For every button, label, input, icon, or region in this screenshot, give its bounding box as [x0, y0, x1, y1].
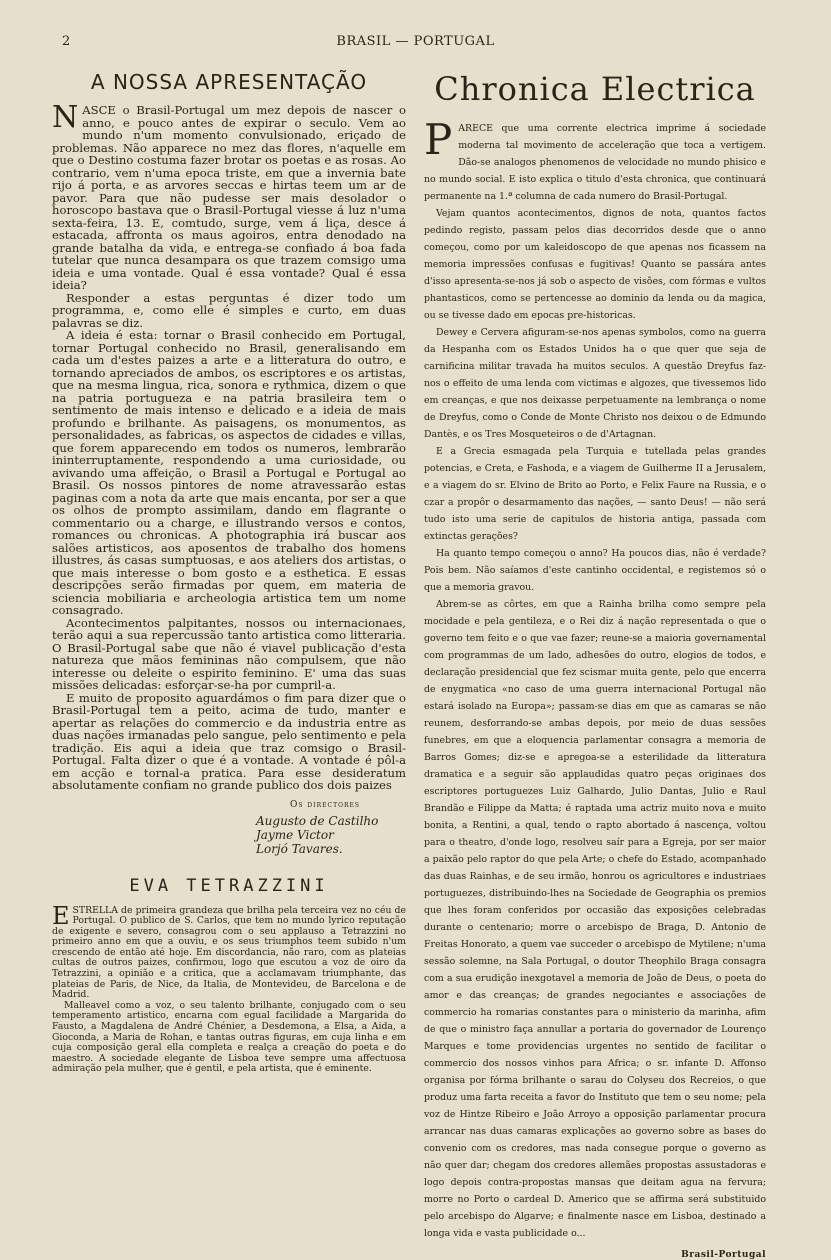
paragraph — [52, 901, 406, 1001]
signature-heading: Os directores — [290, 799, 360, 810]
right-column — [424, 66, 766, 1260]
eva-heading: EVA TETRAZZINI — [129, 875, 329, 896]
paragraph — [52, 100, 406, 292]
paragraph: Ha quanto tempo começou o anno? Ha poucos dias, não é verdade? Pois bem. Não saíamos d'este cantinho occidental, e registemos só o que a memoria gravou. — [424, 548, 766, 593]
closing-signature: Brasil-Portugal — [681, 1250, 766, 1260]
paragraph: Malleavel como a voz, o seu talento brilhante, conjugado com o seu temperamento artistico, encarna com egual facilidade a Margarida do Fausto, a Magdalena de André Chénier, a Desdemona, a Elsa, a Aida, a Gioconda, a Maria de Rohan, e tantas outras figuras, em cuja linha e em cuja composição geral ella completa e realça a creação do poeta e do maestro. A sociedade elegante de Lisboa teve sempre uma affectuosa admiração pela mulher, que é gentil, e pela artista, que é eminente. — [52, 999, 406, 1075]
paragraph-text: STRELLA de primeira grandeza que brilha pela terceira vez no céu de Portugal. O publico de S. Carlos, que tem no mundo lyrico reputação de exigente e severo, consagrou com o seu applauso a Tetrazzini no primeiro anno em que a ouviu, e os seus triumphos teem subido n'um crescendo de então até hoje. Em discordancia, não raro, com as plateias cultas de outros paizes, confirmou, logo que escutou a voz de oiro da Tetrazzini, a opinião e a critica, que a acclamavam triumphante, das plateias de Paris, de Nice, da Italia, de Montevideu, de Barcelona e de Madrid. — [52, 904, 406, 1001]
director-name: Lorjó Tavares. — [256, 841, 343, 856]
publication-title: BRASIL — PORTUGAL — [336, 34, 495, 49]
chronica-heading: Chronica Electrica — [434, 70, 756, 108]
paragraph-text: ARECE que uma corrente electrica imprime á sociedade moderna tal movimento de acceleração que toca a vertigem. Dão-se analogos phenomenos de velocidade no mundo phisico e no mundo social. E isto explica o titulo d'esta chronica, que continuará permanente na 1.ª columna de cada numero do Brasil-Portugal. — [424, 123, 766, 202]
director-name: Augusto de Castilho — [256, 813, 379, 828]
drop-cap: N — [52, 100, 79, 135]
paragraph: Abrem-se as côrtes, em que a Rainha brilha como sempre pela mocidade e pela gentileza, e o Rei diz á nação representada o que o governo tem feito e o que vae fazer; reune-se a maioria governamental com programmas de um lado, adhesões do outro, elogios de todos, e declaração presidencial que fez scismar muita gente, pelo que encerra de enygmatica «no caso de uma guerra internacional Portugal não estará isolado na Europa»; passam-se dias em que as camaras se não reunem, desforrando-se ambas depois, por meio de duas sessões funebres, em que a eloquencia parlamentar consagra a memoria de Barros Gomes; diz-se e apregoa-se a esterilidade da litteratura dramatica e a seguir são applaudidas quatro peças originaes dos escriptores portuguezes Luiz Galhardo, Julio Dantas, Julio e Raul Brandão e Filippe da Matta; é raptada uma actriz muito nova e muito bonita, a Rentini, a qual, tendo o rapto abortado á nascença, voltou para o theatro, d'onde logo, resolveu saír para a Egreja, por ser maior a paixão pelo raptor do que pela Arte; o chefe do Estado, acompanhado das duas Rainhas, e de seu irmão, honrou os agricultores e industriaes portuguezes, distribuindo-lhes na Sociedade de Geographia os premios que lhes foram conferidos por occasião das exposições celebradas durante o centenario; morre o arcebispo de Braga, D. Antonio de Freitas Honorato, a quem vae succeder o arcebispo de Mytilene; n'uma sessão solemne, na Sala Portugal, o doutor Theophilo Braga consagra com a sua erudição inexgotavel a memoria de João de Deus, o poeta do amor e das creanças; de grandes negociantes e associações de commercio ha romarias constantes para o ministerio da marinha, afim de que o ministro faça annullar a portaria do governador de Lourenço Marques e tome providencias urgentes no sentido de facilitar o commercio dos nossos vinhos para Africa; o sr. infante D. Affonso organisa por fórma brilhante o sarau do Colyseu dos Recreios, o que produz uma farta receita a favor do Instituto que tem o seu nome; pela voz de Hintze Ribeiro e João Arroyo a opposição parlamentar procura arrancar nas duas camaras explicações ao governo sobre as bases do convenio com os credores, mas nada consegue porque o governo as não quer dar; chegam dos credores allemães propostas assustadoras e logo depois contra-propostas mansas que deitam agua na fervura; morre no Porto o cardeal D. Americo que se affirma será substituido pelo arcebispo do Algarve; e finalmente nasce em Lisboa, destinado a longa vida e vasta publicidade o... — [424, 599, 766, 1239]
paragraph: Vejam quantos acontecimentos, dignos de nota, quantos factos pedindo registo, passam pelos dias decorridos desde que o anno começou, como por um kaleidoscopo de que apenas nos ficassem na memoria impressões confusas e fugitivas! Quanto se passára antes d'isso apresenta-se-nos já sob o aspecto de visões, com fórmas e vultos phantasticos, como se pertencesse ao dominio da lenda ou da magica, ou se tivesse dado em epocas pre-historicas. — [424, 208, 766, 321]
chronica-body — [424, 115, 766, 1242]
paragraph — [424, 115, 766, 205]
paragraph: E a Grecia esmagada pela Turquia e tutellada pelas grandes potencias, e Creta, e Fashoda, e a viagem de Guilherme II a Jerusalem, e a viagem do sr. Elvino de Brito ao Porto, e Felix Faure na Russia, e o czar a propôr o desarmamento das nações, — santo Deus! — não será tudo isto uma serie de capitulos de historia antiga, passada com extinctas gerações? — [424, 446, 766, 542]
eva-body — [52, 901, 406, 1076]
apresentacao-body — [52, 100, 406, 792]
left-column — [52, 66, 406, 1186]
page-number: 2 — [62, 34, 71, 49]
drop-cap: E — [52, 901, 70, 930]
director-name: Jayme Victor — [256, 827, 334, 842]
paragraph: Acontecimentos palpitantes, nossos ou internacionaes, terão aqui a sua repercussão tanto artistica como litteraria. O Brasil-Portugal sabe que não é viavel publicação d'esta natureza que mãos femininas não compulsem, que não interesse ou deleite o espirito feminino. E' uma das suas missões delicadas: esforçar-se-ha por cumpril-a. — [52, 615, 406, 692]
drop-cap: P — [424, 115, 453, 164]
director-names — [256, 814, 406, 856]
paragraph-text: ASCE o Brasil-Portugal um mez depois de nascer o anno, e pouco antes de expirar o seculo. Vem ao mundo n'um momento convulsionado, eriçado de problemas. Não apparece no mez das flores, n'aquelle em que o Destino costuma fazer brotar os poetas e as rosas. Ao contrario, vem n'uma epoca triste, em que a invernia bate rijo á porta, e as arvores seccas e hirtas teem um ar de pavor. Para que não pudesse ser mais desolador o horoscopo bastava que o Brasil-Portugal viesse á luz n'uma sexta-feira, 13. E, comtudo, surge, vem á liça, desce á estacada, affronta os maus agoiros, entra denodado na grande batalha da vida, e entrega-se confiado á boa fada tutelar que nunca desampara os que trazem comsigo uma ideia e uma vontade. Qual é essa vontade? Qual é essa ideia? — [52, 103, 406, 292]
paragraph: Dewey e Cervera afiguram-se-nos apenas symbolos, como na guerra da Hespanha com os Estados Unidos ha o que quer que seja de carnificina militar travada ha muitos seculos. A questão Dreyfus faz-nos o effeito de uma lenda com victimas e algozes, que tivessemos lido em creanças, e que nos deixasse perpetuamente na lembrança o nome de Dreyfus, como o Conde de Monte Christo nos deixou o de Edmundo Dantès, e os Tres Mosqueteiros o de d'Artagnan. — [424, 327, 766, 440]
running-header — [0, 34, 831, 54]
paragraph: Responder a estas perguntas é dizer todo um programma, e, como elle é simples e curto, em duas palavras se diz. — [52, 290, 406, 330]
paragraph: A ideia é esta: tornar o Brasil conhecido em Portugal, tornar Portugal conhecido no Brasil, generalisando em cada um d'estes paizes a arte e a litteratura do outro, e tornando apreciados de ambos, os escriptores e os artistas, que na mesma lingua, rica, sonora e rythmica, dizem o que na patria portugueza e na patria brasileira tem o sentimento de mais intenso e delicado e a ideia de mais profundo e brilhante. As paisagens, os monumentos, as personalidades, as fabricas, os aspectos de cidades e villas, que forem apparecendo em todos os numeros, lembrarão ininterruptamente, respondendo a uma curiosidade, ou avivando uma affeição, o Brasil a Portugal e Portugal ao Brasil. Os nossos pintores de nome atravessarão estas paginas com a nota da arte que mais encanta, por ser a que os olhos de prompto assimilam, dando em flagrante o commentario ou a charge, e illustrando versos e contos, romances ou chronicas. A photographia irá buscar aos salões artisticos, aos aposentos de trabalho dos homens illustres, ás casas sumptuosas, e aos ateliers dos artistas, o que mais interesse o bom gosto e a esthetica. E essas descripções serão firmadas por quem, em materia de sciencia mobiliaria e archeologia artistica tem um nome consagrado. — [52, 328, 406, 617]
apresentacao-heading: A NOSSA APRESENTAÇÃO — [90, 70, 368, 94]
paragraph: E muito de proposito aguardámos o fim para dizer que o Brasil-Portugal tem a peito, acima de tudo, manter e apertar as relações do commercio e da industria entre as duas nações irmanadas pelo sangue, pelo sentimento e pela tradição. Eis aqui a ideia que traz comsigo o Brasil-Portugal. Falta dizer o que é a vontade. A vontade é pôl-a em acção e tornal-a pratica. Para esse desideratum absolutamente confiam no grande publico dos dois paizes — [52, 690, 406, 792]
